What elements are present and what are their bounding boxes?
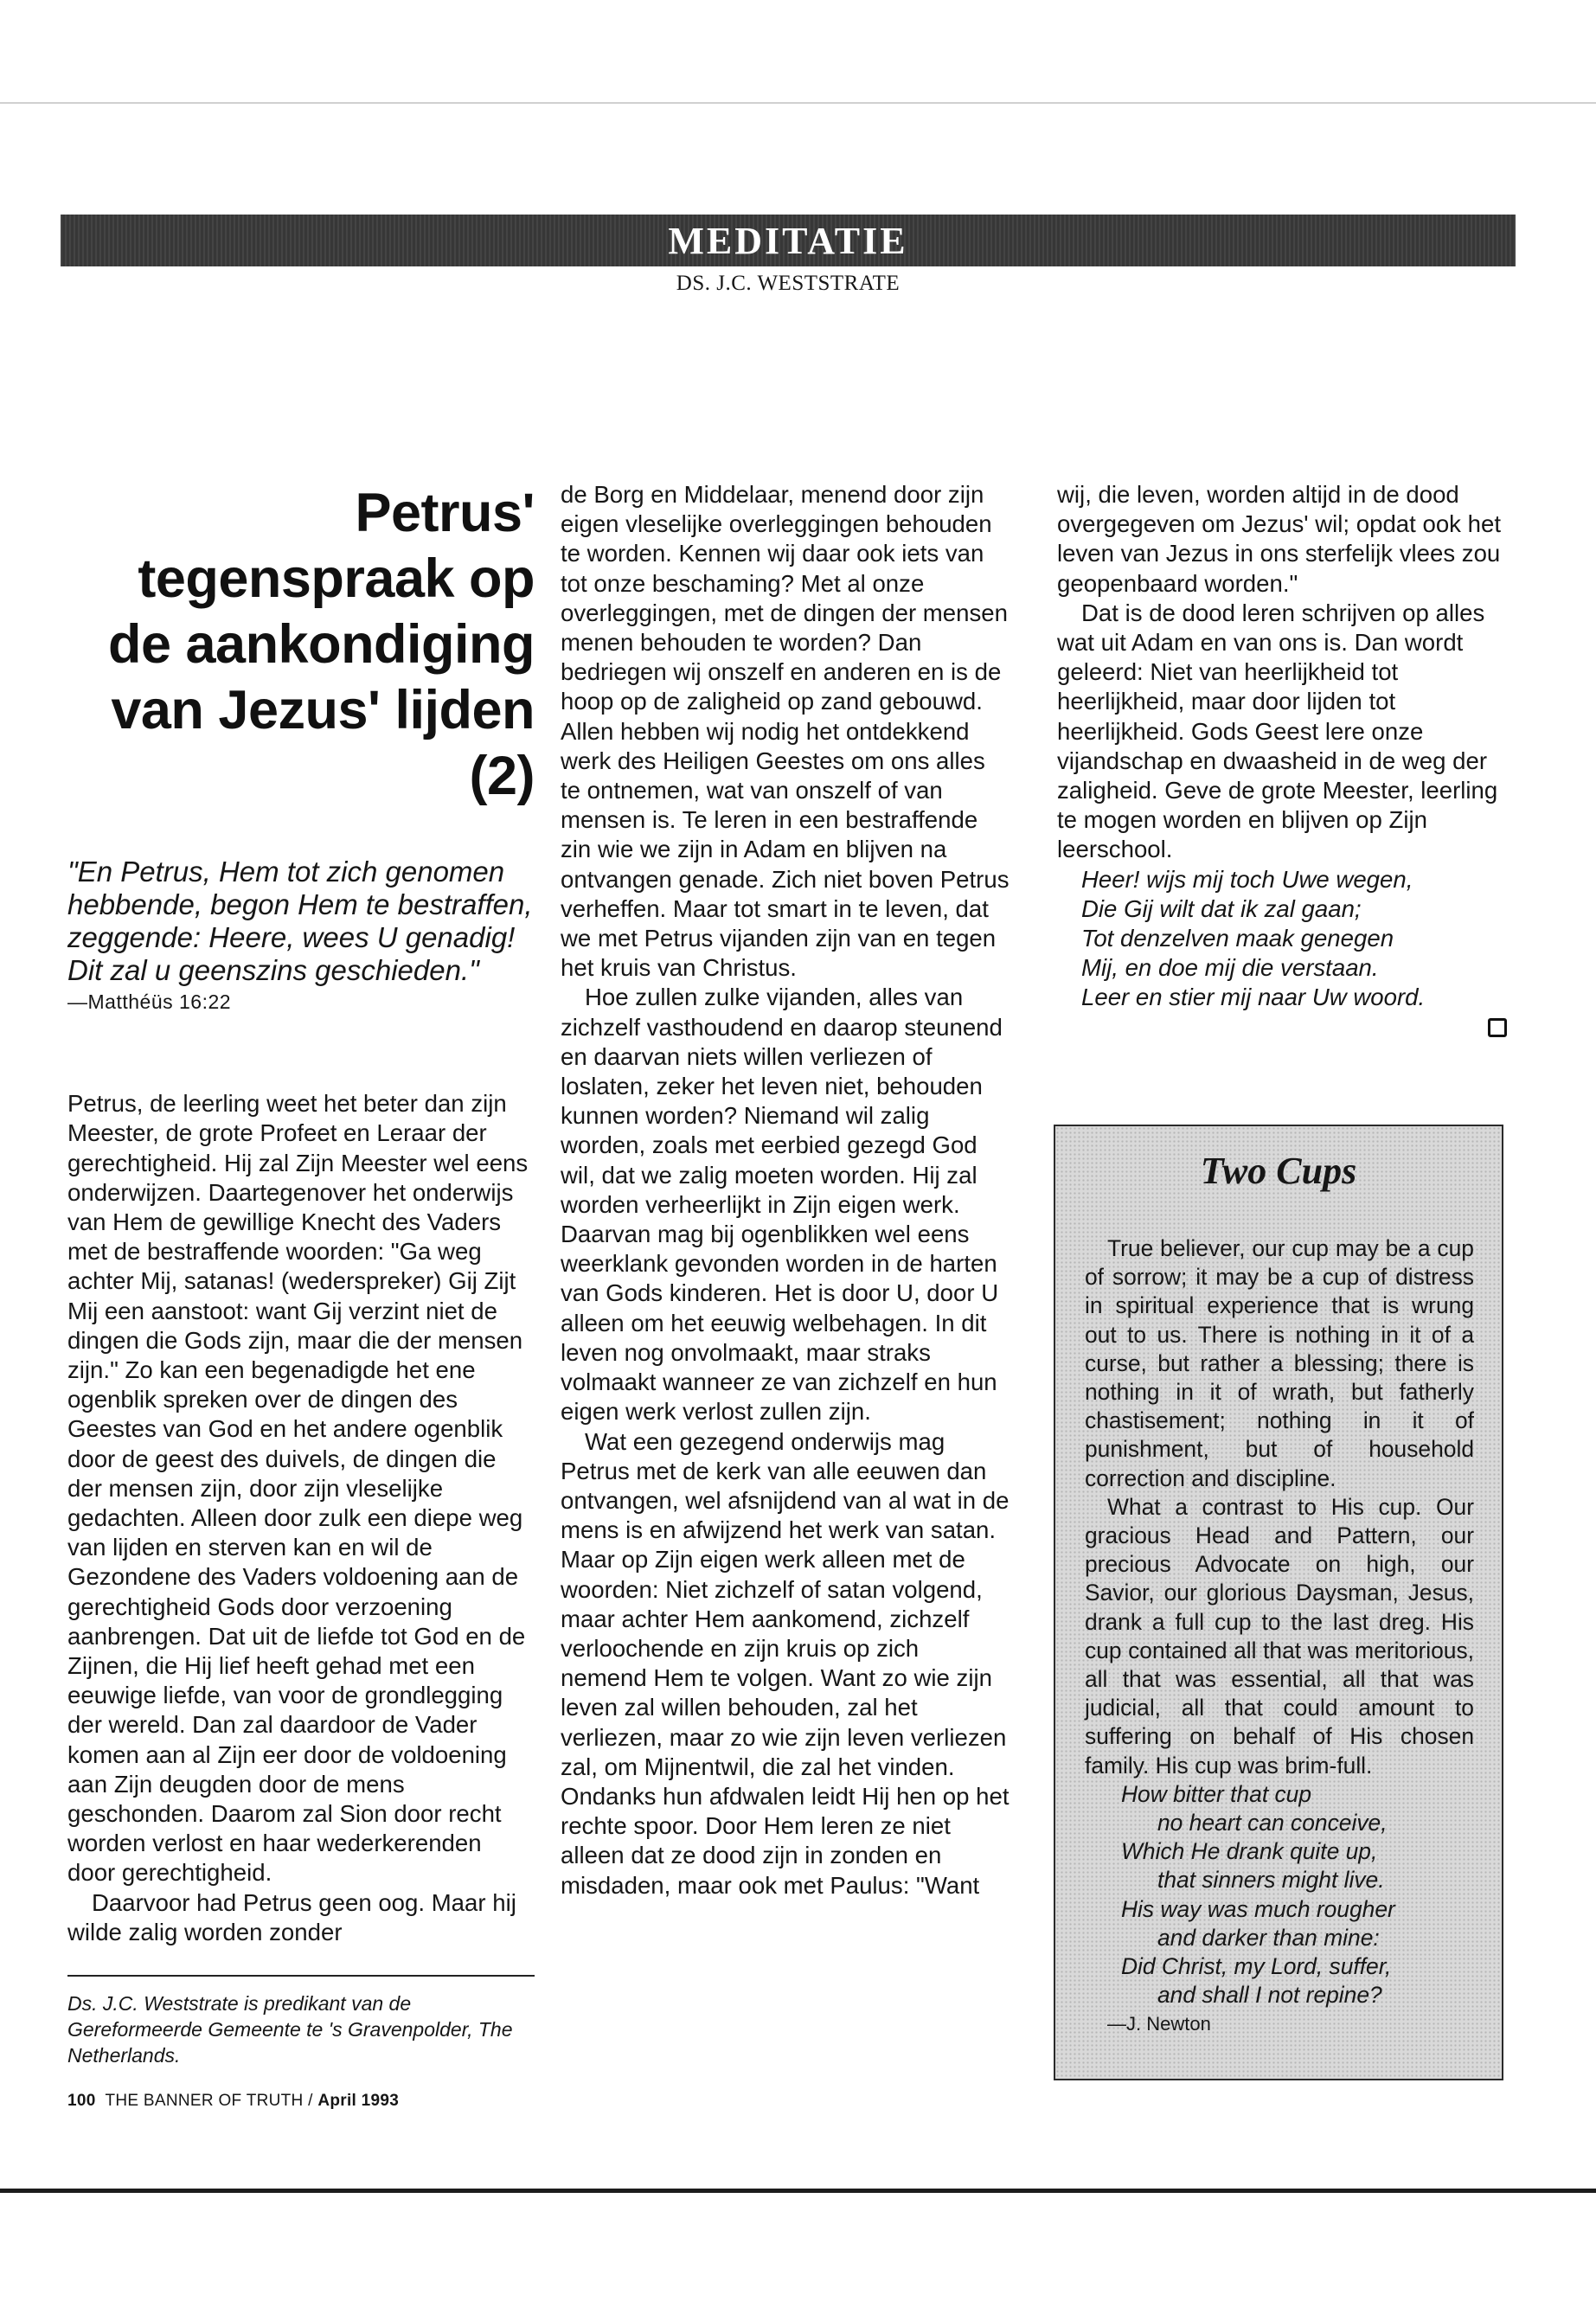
poem-line: Die Gij wilt dat ik zal gaan; <box>1081 894 1362 922</box>
poem-line: Which He drank quite up, <box>1121 1838 1378 1865</box>
column-2 <box>561 480 1010 1900</box>
page-number: 100 <box>67 2092 96 2110</box>
sidebar-poem <box>1085 1780 1474 2010</box>
article-title: Petrus' tegenspraak op de aankondiging van Jezus' lijden (2) <box>107 483 535 806</box>
paragraph: wij, die leven, worden altijd in de dood overgegeven om Jezus' wil; opdat ook het leven van Jezus in ons sterfelijk vlees zou geopenbaard worden." <box>1057 481 1501 597</box>
epigraph-source: —Matthéüs 16:22 <box>67 990 232 1013</box>
poem-line: no heart can conceive, <box>1157 1810 1388 1836</box>
section-banner <box>61 215 1516 266</box>
poem-line: and darker than mine: <box>1157 1924 1380 1951</box>
poem-line: Did Christ, my Lord, suffer, <box>1121 1953 1392 1980</box>
sidebar-body <box>1085 1234 1474 2039</box>
paragraph: Daarvoor had Petrus geen oog. Maar hij wilde zalig worden zonder <box>67 1888 516 1945</box>
sidebar-title: Two Cups <box>1200 1150 1357 1192</box>
poem-line: that sinners might live. <box>1157 1867 1385 1894</box>
poem-line: Heer! wijs mij toch Uwe wegen, <box>1081 865 1413 893</box>
publication-name: THE BANNER OF TRUTH / <box>105 2092 313 2110</box>
poem-line: How bitter that cup <box>1121 1780 1312 1807</box>
issue-date: April 1993 <box>317 2092 400 2110</box>
column-3 <box>1057 480 1507 1037</box>
column-1-body <box>67 1089 535 1947</box>
paragraph: What a contrast to His cup. Our gracious Head and Pattern, our precious Advocate on high, our Savior, our glorious Daysman, Jesus, drank a full cup to the last dreg. His cup contained all that was meritorious, all that was essential, all that was judicial, all that could amount to suffering on behalf of His chosen family. His cup was brim-full. <box>1085 1493 1474 1779</box>
paragraph: Dat is de dood leren schrijven op alles wat uit Adam en van ons is. Dan wordt geleerd: Niet van heerlijkheid tot heerlijkheid, maar door lijden tot heerlijkheid. Gods Geest lere onze vijandschap en dwaasheid in de weg der zaligheid. Geve de grote Meester, leerling te mogen worden en blijven op Zijn leerschool. <box>1057 599 1498 863</box>
column-1 <box>67 480 535 2068</box>
sidebar-attribution: —J. Newton <box>1107 2013 1211 2035</box>
divider <box>67 1975 535 1977</box>
paragraph: Hoe zullen zulke vijanden, alles van zichzelf vasthoudend en daarop steunend en daarvan niets willen verliezen of loslaten, zeker het leven niet, behouden kunnen worden? Niemand wil zalig worden, zoals met eerbied gezegd God wil, dat we zalig moeten worden. Hij zal worden verheerlijkt in Zijn eigen werk. Daarvan mag bij ogenblikken wel eens weerklank gevonden worden in de harten van Gods kinderen. Het is door U, door U alleen om het eeuwig welbehagen. In dit leven nog onvolmaakt, maar straks volmaakt wanneer ze van zichzelf en hun eigen werk verlost zullen zijn. <box>561 984 1003 1426</box>
poem-line: and shall I not repine? <box>1157 1982 1382 2009</box>
page-footer <box>67 2092 399 2111</box>
paragraph: True believer, our cup may be a cup of sorrow; it may be a cup of distress in spiritual experience that is wrung out to us. There is nothing in it of a curse, but rather a blessing; there is nothing in it of wrath, but fatherly chastisement; nothing in it of punishment, but of household correction and discipline. <box>1085 1235 1474 1491</box>
bottom-rule <box>0 2189 1596 2193</box>
end-mark-icon <box>1488 1018 1507 1037</box>
section-title: MEDITATIE <box>668 219 908 262</box>
paragraph: Wat een gezegend onderwijs mag Petrus met de kerk van alle eeuwen dan ontvangen, wel afsnijdend van al wat in de mens is en afwijzend het werk van satan. Maar op Zijn eigen werk alleen met de woorden: Niet zichzelf of satan volgend, maar achter Hem aankomend, zichzelf verloochende en zijn kruis op zich nemend Hem te volgen. Want zo wie zijn leven zal willen behouden, zal het verliezen, maar zo wie zijn leven verliezen zal, om Mijnentwil, die zal het vinden. Ondanks hun afdwalen leidt Hij hen op het rechte spoor. Door Hem leren ze niet alleen dat ze dood zijn in zonden en misdaden, maar ook met Paulus: "Want <box>561 1427 1010 1899</box>
poem-line: Mij, en doe mij die verstaan. <box>1081 954 1379 982</box>
paragraph: Petrus, de leerling weet het beter dan zijn Meester, de grote Profeet en Leraar der gerechtigheid. Hij zal Zijn Meester wel eens onderwijzen. Daartegenover het onderwijs van Hem de gewillige Knecht des Vaders met de bestraffende woorden: "Ga weg achter Mij, satanas! (wederspreker) Gij Zijt Mij een aanstoot: want Gij verzint niet de dingen die Gods zijn, maar die der mensen zijn." Zo kan een begenadigde het ene ogenblik spreken over de dingen des Geestes van God en het andere ogenblik door de geest des duivels, de dingen die der mensen zijn, door zijn vleselijke gedachten. Alleen door zulk een diepe weg van lijden en sterven kan en wil de Gezondene des Vaders voldoening aan de gerechtigheid Gods door verzoening aanbrengen. Dat uit de liefde tot God en de Zijnen, die Hij lief heeft gehad met een eeuwige liefde, van voor de grondlegging der wereld. Dan zal daardoor de Vader komen aan al Zijn eer door de voldoening aan Zijn deugden door de mens geschonden. Daarom zal Sion door recht worden verlost en haar wederkerenden door gerechtigheid. <box>67 1090 529 1887</box>
poem-line: His way was much rougher <box>1121 1895 1395 1922</box>
closing-poem <box>1057 865 1507 1013</box>
paragraph: de Borg en Middelaar, menend door zijn eigen vleselijke overleggingen behouden te worden. Kennen wij daar ook iets van tot onze beschaming? Met al onze overleggingen, met de dingen der mensen menen behouden te worden? Dan bedriegen wij onszelf en anderen en is de hoop op de zaligheid op zand gebouwd. Allen hebben wij nodig het ontdekkend werk des Heiligen Geestes om ons alles te ontnemen, wat van onszelf of van mensen is. Te leren in een bestraffende zin wie we zijn in Adam en blijven na ontvangen genade. Zich niet boven Petrus verheffen. Maar tot smart in te leven, dat we met Petrus vijanden zijn van en tegen het kruis van Christus. <box>561 481 1010 982</box>
two-cups-sidebar <box>1054 1125 1503 2080</box>
poem-line: Leer en stier mij naar Uw woord. <box>1081 984 1426 1011</box>
poem-line: Tot denzelven maak genegen <box>1081 925 1394 952</box>
author-byline: DS. J.C. WESTSTRATE <box>676 272 901 295</box>
author-note: Ds. J.C. Weststrate is predikant van de Gereformeerde Gemeente te 's Gravenpolder, The Netherlands. <box>67 1992 513 2067</box>
top-rule <box>0 102 1596 104</box>
epigraph: "En Petrus, Hem tot zich genomen hebbende, begon Hem te bestraffen, zeggende: Heere, wees U genadig! Dit zal u geenszins geschieden." <box>67 856 533 986</box>
